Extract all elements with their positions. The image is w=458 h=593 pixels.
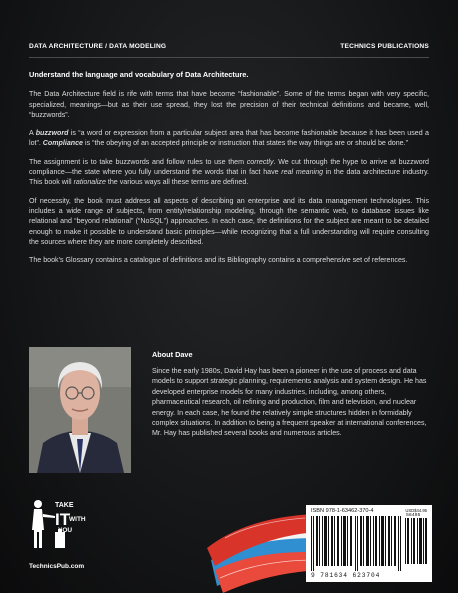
paragraph-5: The book’s Glossary contains a catalogue of definitions and its Bibliography contains a comprehensive set of references. — [29, 256, 408, 265]
text-run: The assignment is to take buzzwords and follow rules to use them — [29, 157, 247, 166]
isbn-barcode — [306, 505, 432, 582]
emphasis-rationalize: rationalize — [73, 178, 106, 187]
isbn-label: ISBN 978-1-63462-370-4 — [311, 508, 374, 514]
text-run: in the data architecture industry. This book will — [29, 168, 429, 187]
logo-word-it: IT — [55, 510, 71, 529]
price-label: USD$44.95 — [405, 508, 427, 513]
paragraph-2 — [29, 128, 429, 149]
emphasis-correctly: correctly — [246, 157, 274, 166]
text-run: the various ways all these terms are defined. — [105, 178, 249, 187]
text-run: is “a word or expression from a particular subject area that has become fashionable because it has been used a lot”. — [29, 129, 429, 148]
header-divider — [29, 57, 429, 58]
barcode-addon-digits: 56495 — [406, 513, 421, 518]
emphasis-real-meaning: real meaning — [281, 168, 324, 177]
publisher-website: TechnicsPub.com — [29, 563, 85, 570]
paragraph-4: Of necessity, the book must address all aspects of describing an enterprise and its data management technologies. This includes a wide range of subjects, from entity/relationship modeling, through the semantic web, to database issues like relational and “beyond relational” (“NoSQL”) approaches. In each case, the definitions for the subject are meant to be detailed enough to make it possible to understand basic principles—while recognizing that a full understanding will require consulting the sources where they are more completely described. — [29, 196, 429, 246]
headline: Understand the language and vocabulary of Data Architecture. — [29, 70, 249, 79]
about-author-text: Since the early 1980s, David Hay has been a pioneer in the use of process and data models to support strategic planning, requirements analysis and system design. He has developed enterprise models for many industries, including, among others, pharmaceutical research, oil refining and production, film and television, and nuclear energy. In each case, he found the relatively simple structures hidden in formidably complex situations. In addition to being a frequent speaker at international conferences, Mr. Hay has published several books and numerous articles. — [152, 367, 427, 438]
author-photo — [29, 347, 131, 473]
about-author-heading: About Dave — [152, 350, 193, 359]
description — [29, 70, 429, 273]
barcode-addon-bars — [405, 518, 427, 564]
logo-word-with: WITH — [69, 516, 86, 523]
text-run: A — [29, 129, 36, 138]
term-buzzword: buzzword — [35, 129, 69, 138]
barcode-bars — [311, 516, 403, 571]
text-run: is “the obeying of an accepted principle or instruction that states the way things are or should be done.” — [83, 139, 408, 148]
category-label: DATA ARCHITECTURE / DATA MODELING — [29, 43, 167, 50]
paragraph-3 — [29, 157, 429, 188]
publisher-label: TECHNICS PUBLICATIONS — [340, 43, 429, 50]
term-compliance: Compliance — [42, 139, 84, 148]
paragraph-1: The Data Architecture field is rife with terms that have become “fashionable”. Some of the terms began with very specific, specialized, meanings—but as their use spread, they lost the precision of their technical definitions and became, well, “buzzwords”. — [29, 90, 429, 119]
isbn-digits: 9 781634 623704 — [311, 572, 381, 579]
take-it-with-you-logo — [29, 498, 99, 568]
logo-word-you: YOU — [58, 527, 73, 534]
text-run: . We cut through the hype to arrive at buzzword compliance—the state where you fully understand the words that in fact have — [29, 157, 429, 177]
logo-word-take: TAKE — [55, 502, 74, 509]
